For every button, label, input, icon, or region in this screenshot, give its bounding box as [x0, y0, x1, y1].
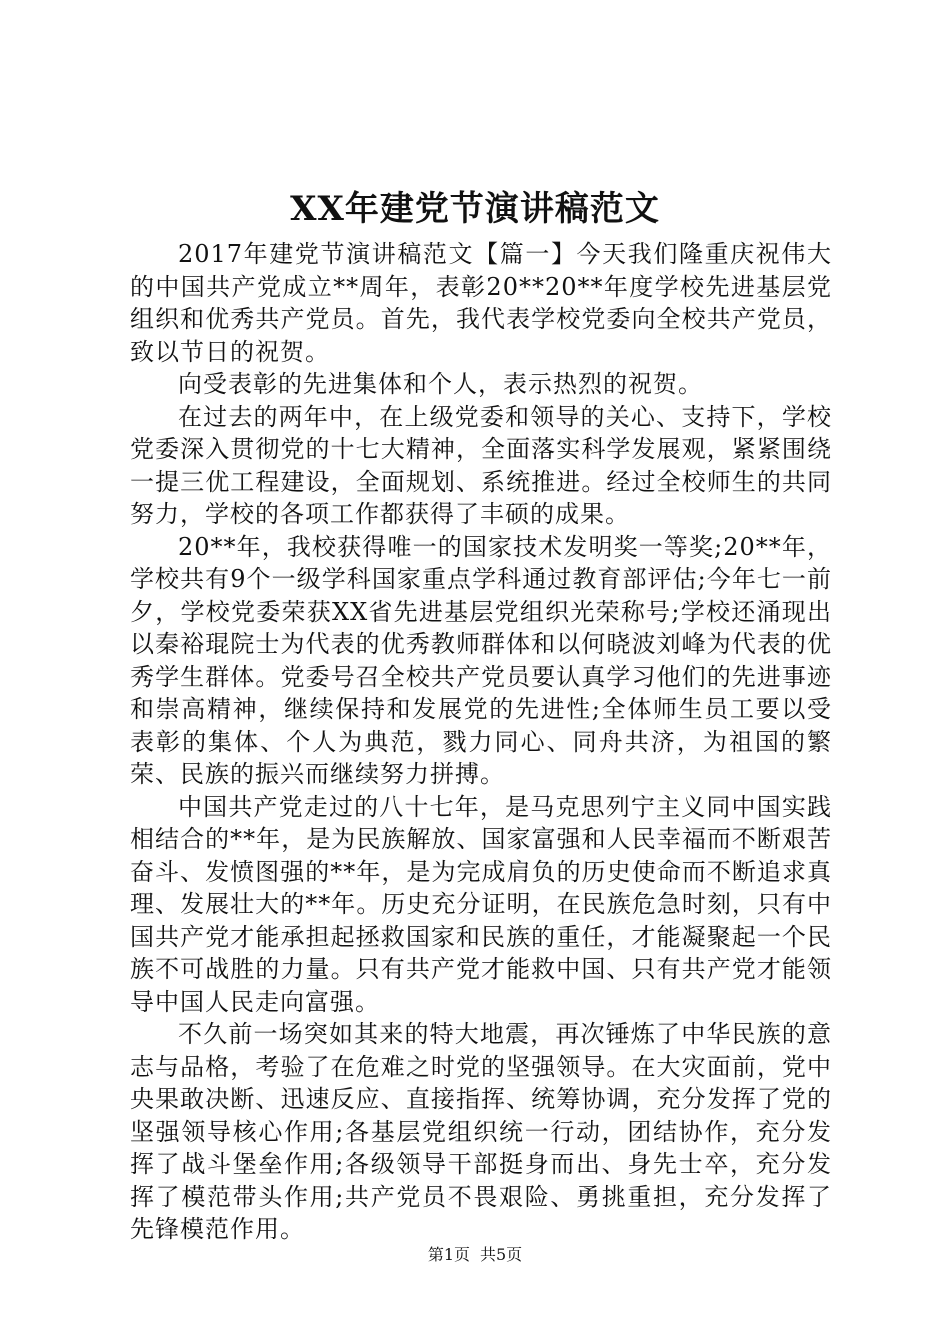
paragraph-5: 中国共产党走过的八十七年，是马克思列宁主义同中国实践相结合的**年，是为民族解放、国家富强和人民幸福而不断艰苦奋斗、发愤图强的**年，是为完成肩负的历史使命而不断追求真理、发展壮大的**年。历史充分证明，在民族危急时刻，只有中国共产党才能承担起拯救国家和民族的重任，才能凝聚起一个民族不可战胜的力量。只有共产党才能救中国、只有共产党才能领导中国人民走向富强。 [130, 792, 832, 1016]
page-number: 第1页 [427, 1245, 470, 1264]
paragraph-1: 2017年建党节演讲稿范文【篇一】今天我们隆重庆祝伟大的中国共产党成立**周年，表彰20**20**年度学校先进基层党组织和优秀共产党员。首先，我代表学校党委向全校共产党员，致以节日的祝贺。 [130, 240, 832, 366]
document-title: XX年建党节演讲稿范文 [290, 189, 660, 229]
page-total: 共5页 [480, 1245, 523, 1264]
paragraph-2: 向受表彰的先进集体和个人，表示热烈的祝贺。 [178, 370, 703, 398]
paragraph-3: 在过去的两年中，在上级党委和领导的关心、支持下，学校党委深入贯彻党的十七大精神，全面落实科学发展观，紧紧围绕一提三优工程建设，全面规划、系统推进。经过全校师生的共同努力，学校的各项工作都获得了丰硕的成果。 [130, 402, 832, 528]
paragraph-6: 不久前一场突如其来的特大地震，再次锤炼了中华民族的意志与品格，考验了在危难之时党的坚强领导。在大灾面前，党中央果敢决断、迅速反应、直接指挥、统筹协调，充分发挥了党的坚强领导核心作用;各基层党组织统一行动，团结协作，充分发挥了战斗堡垒作用;各级领导干部挺身而出、身先士卒，充分发挥了模范带头作用;共产党员不畏艰险、勇挑重担，充分发挥了先锋模范作用。 [130, 1020, 832, 1243]
page-footer [0, 1244, 950, 1266]
paragraph-4: 20**年，我校获得唯一的国家技术发明奖一等奖;20**年，学校共有9个一级学科国家重点学科通过教育部评估;今年七一前夕，学校党委荣获XX省先进基层党组织光荣称号;学校还涌现出以秦裕琨院士为代表的优秀教师群体和以何晓波刘峰为代表的优秀学生群体。党委号召全校共产党员要认真学习他们的先进事迹和崇高精神，继续保持和发展党的先进性;全体师生员工要以受表彰的集体、个人为典范，戮力同心、同舟共济，为祖国的繁荣、民族的振兴而继续努力拼搏。 [130, 532, 832, 788]
document-body [130, 238, 832, 1246]
